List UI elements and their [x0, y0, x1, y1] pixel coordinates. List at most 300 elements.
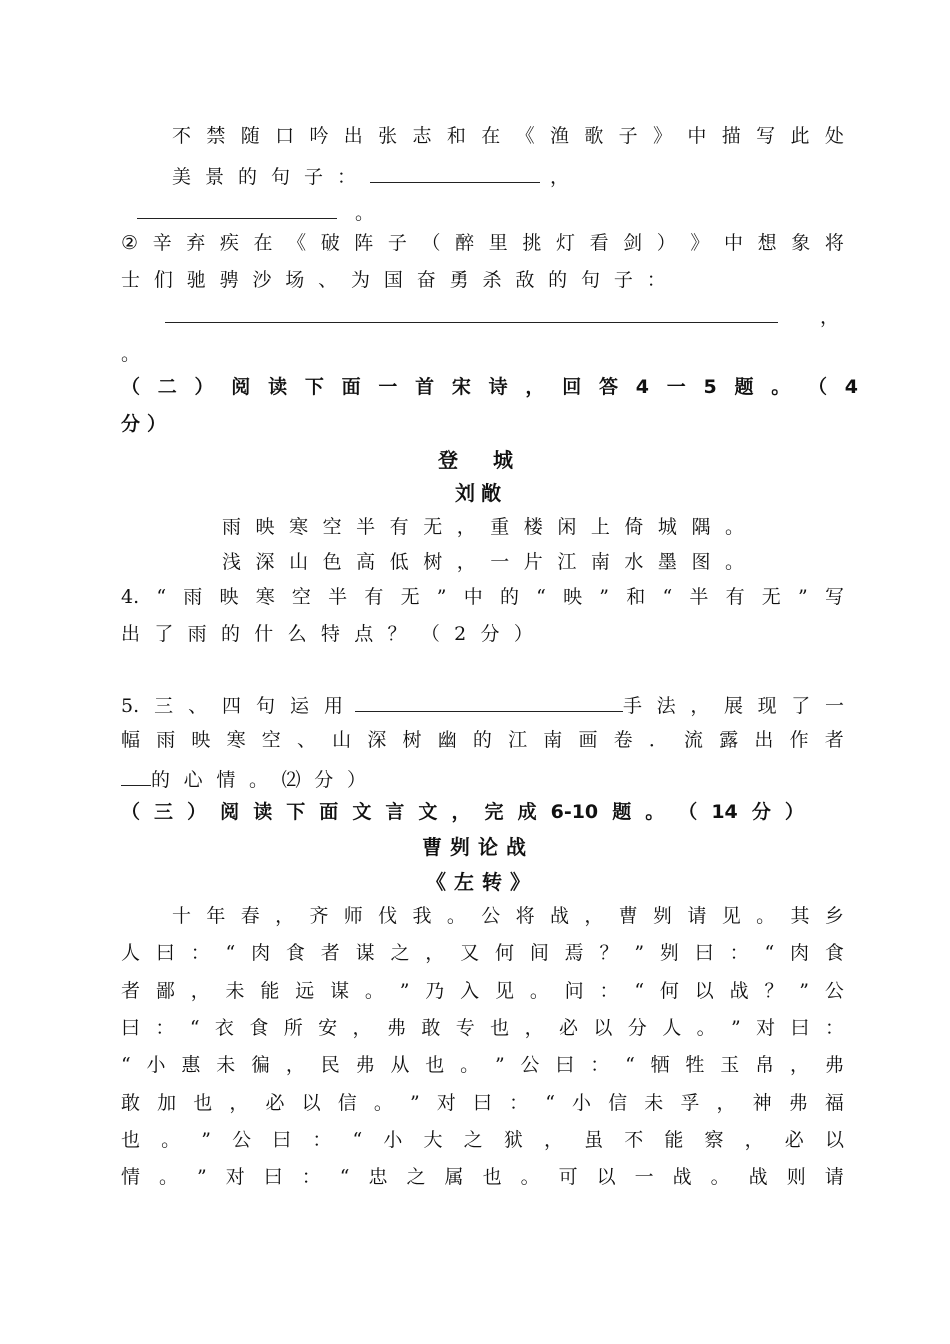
- glyph: 能: [664, 1129, 684, 1151]
- q5-line-3-text: [151, 768, 366, 792]
- glyph: 分: [314, 769, 334, 791]
- glyph: “: [625, 1054, 635, 1076]
- glyph: 。: [373, 1092, 393, 1114]
- glyph: 大: [423, 1129, 443, 1151]
- glyph: 忠: [368, 1166, 388, 1188]
- glyph: 映: [191, 729, 211, 751]
- glyph: 。: [460, 1054, 480, 1076]
- glyph: 专: [455, 1017, 475, 1039]
- glyph: 鄙: [155, 980, 175, 1002]
- q5-line-2: [121, 728, 844, 752]
- glyph: 描: [721, 125, 741, 147]
- glyph: 为: [351, 269, 371, 291]
- glyph: ”: [731, 1017, 741, 1039]
- glyph: 文: [418, 801, 438, 823]
- glyph: 信: [337, 1092, 357, 1114]
- glyph: ？: [599, 942, 619, 964]
- glyph: 请: [824, 1166, 844, 1188]
- text-line-3: [121, 979, 844, 1003]
- glyph: 沙: [252, 269, 272, 291]
- glyph: 出: [754, 729, 774, 751]
- glyph: 敌: [515, 269, 535, 291]
- glyph: 图: [691, 551, 711, 573]
- glyph: ”: [599, 586, 610, 608]
- glyph: 醉: [455, 232, 475, 254]
- glyph: 有: [389, 516, 409, 538]
- glyph: 帛: [755, 1054, 775, 1076]
- glyph: 14: [711, 801, 738, 823]
- glyph: 也: [490, 1017, 510, 1039]
- glyph: 们: [153, 269, 173, 291]
- glyph: 肉: [251, 942, 271, 964]
- section-2-heading: [121, 375, 858, 399]
- glyph: 映: [563, 586, 583, 608]
- glyph: （: [421, 232, 441, 254]
- glyph: ）: [187, 801, 207, 823]
- glyph: 展: [723, 695, 743, 717]
- glyph: 志: [412, 125, 432, 147]
- glyph: 象: [791, 232, 811, 254]
- glyph: 国: [383, 269, 403, 291]
- glyph: 一: [666, 376, 686, 398]
- glyph: 对: [436, 1092, 456, 1114]
- glyph: 、: [318, 269, 338, 291]
- glyph: 敢: [121, 1092, 141, 1114]
- glyph: 隅: [691, 516, 711, 538]
- glyph: 曰: [555, 1054, 575, 1076]
- glyph: 子: [618, 125, 638, 147]
- glyph: 必: [558, 1017, 578, 1039]
- glyph: “: [156, 586, 167, 608]
- glyph: ”: [436, 586, 447, 608]
- glyph: 战: [748, 1166, 768, 1188]
- glyph: ”: [798, 586, 808, 608]
- glyph: 焉: [564, 942, 584, 964]
- glyph: 的: [220, 623, 240, 645]
- glyph: 春: [240, 905, 260, 927]
- answer-blank[interactable]: [121, 765, 151, 786]
- glyph: 也: [193, 1092, 213, 1114]
- glyph: ，: [190, 980, 210, 1002]
- glyph: ）: [656, 232, 676, 254]
- glyph: 之: [406, 1166, 426, 1188]
- glyph: 。: [771, 376, 791, 398]
- glyph: 此: [790, 125, 810, 147]
- glyph: 句: [256, 695, 276, 717]
- glyph: 中: [724, 232, 744, 254]
- glyph: 加: [157, 1092, 177, 1114]
- glyph: ”: [399, 980, 410, 1002]
- glyph: 二: [157, 376, 177, 398]
- glyph: ：: [824, 1017, 844, 1039]
- glyph: 江: [557, 551, 577, 573]
- glyph: 子: [613, 269, 633, 291]
- glyph: 想: [757, 232, 777, 254]
- glyph: “: [339, 1166, 350, 1188]
- glyph: 分: [627, 1017, 647, 1039]
- glyph: 树: [423, 551, 443, 573]
- glyph: 师: [343, 905, 363, 927]
- glyph: 以: [824, 1129, 844, 1151]
- text-line-2: [121, 941, 844, 965]
- glyph: ，: [456, 516, 476, 538]
- glyph: 《: [515, 125, 535, 147]
- glyph: 不: [624, 1129, 644, 1151]
- glyph: 半: [328, 586, 348, 608]
- glyph: 何: [659, 980, 679, 1002]
- glyph: 曰: [694, 942, 714, 964]
- glyph: 成: [517, 801, 537, 823]
- glyph: 吟: [309, 125, 329, 147]
- glyph: 者: [320, 942, 340, 964]
- glyph: ”: [201, 1129, 211, 1151]
- q4-line-2: [121, 622, 533, 646]
- glyph: ）: [146, 413, 166, 435]
- glyph: 。: [756, 905, 776, 927]
- glyph: 寒: [255, 586, 275, 608]
- glyph: 人: [121, 942, 141, 964]
- text-line-4: [121, 1016, 844, 1040]
- glyph: ．: [648, 729, 668, 751]
- glyph: 城: [657, 516, 677, 538]
- glyph: 。: [724, 551, 744, 573]
- q3-line-2: [172, 162, 569, 189]
- glyph: 牲: [685, 1054, 705, 1076]
- answer-blank[interactable]: [137, 198, 337, 219]
- answer-blank-long[interactable]: [165, 322, 778, 323]
- glyph: 情: [216, 769, 236, 791]
- glyph: 。: [159, 1166, 179, 1188]
- glyph: 不: [172, 125, 192, 147]
- glyph: ，: [543, 1129, 563, 1151]
- glyph: 将: [824, 232, 844, 254]
- glyph: 了: [154, 623, 174, 645]
- q5-line-3: [121, 765, 366, 792]
- glyph: 色: [322, 551, 342, 573]
- glyph: 映: [219, 586, 239, 608]
- glyph: ）: [194, 376, 214, 398]
- glyph: 必: [265, 1092, 285, 1114]
- glyph: ：: [509, 1092, 529, 1114]
- glyph: 曰: [263, 1166, 283, 1188]
- glyph: 。: [710, 1166, 730, 1188]
- glyph: ）: [784, 801, 804, 823]
- glyph: 有: [364, 586, 384, 608]
- glyph: 。: [446, 905, 466, 927]
- answer-blank[interactable]: [355, 691, 623, 712]
- glyph: 战: [549, 905, 569, 927]
- glyph: 的: [472, 729, 492, 751]
- glyph: 曰: [790, 1017, 810, 1039]
- glyph: 则: [786, 1166, 806, 1188]
- glyph: ？: [764, 980, 784, 1002]
- glyph: 幅: [121, 729, 141, 751]
- glyph: ：: [590, 1054, 610, 1076]
- glyph: 曰: [472, 1092, 492, 1114]
- text-line-5: [121, 1053, 844, 1077]
- glyph: 谋: [355, 942, 375, 964]
- glyph: 树: [402, 729, 422, 751]
- glyph: 山: [332, 729, 352, 751]
- glyph: 、: [296, 729, 316, 751]
- glyph: 食: [824, 942, 844, 964]
- glyph: 出: [121, 623, 141, 645]
- glyph: 人: [662, 1017, 682, 1039]
- glyph: 。: [364, 980, 384, 1002]
- glyph: 空: [291, 586, 311, 608]
- q4-line-1: [121, 585, 844, 609]
- glyph: 现: [757, 695, 777, 717]
- glyph: ）: [346, 769, 366, 791]
- glyph: 驰: [186, 269, 206, 291]
- glyph: ，: [690, 695, 710, 717]
- q3-line-2-end: ，: [550, 166, 570, 188]
- glyph: ，: [275, 905, 295, 927]
- glyph: 浅: [222, 551, 242, 573]
- glyph: 句: [581, 269, 601, 291]
- glyph: 公: [520, 1054, 540, 1076]
- poem-line-2: [222, 550, 744, 574]
- glyph: 的: [151, 769, 171, 791]
- glyph: 随: [240, 125, 260, 147]
- glyph: 山: [289, 551, 309, 573]
- glyph: 一: [378, 376, 398, 398]
- glyph: 何: [494, 942, 514, 964]
- glyph: ：: [301, 1166, 321, 1188]
- glyph: 宋: [451, 376, 471, 398]
- glyph: 之: [390, 942, 410, 964]
- glyph: 公: [232, 1129, 252, 1151]
- glyph: 衣: [214, 1017, 234, 1039]
- glyph: （: [121, 376, 141, 398]
- glyph: ⑵: [281, 769, 301, 791]
- glyph: 题: [734, 376, 754, 398]
- glyph: 歌: [584, 125, 604, 147]
- glyph: 南: [590, 551, 610, 573]
- glyph: 深: [255, 551, 275, 573]
- glyph: 食: [285, 942, 305, 964]
- glyph: （: [121, 801, 141, 823]
- glyph: 齐: [309, 905, 329, 927]
- glyph: 公: [824, 980, 844, 1002]
- glyph: 。: [161, 1129, 181, 1151]
- glyph: “: [189, 1017, 200, 1039]
- glyph: 用: [323, 695, 343, 717]
- glyph: 高: [356, 551, 376, 573]
- glyph: 里: [488, 232, 508, 254]
- glyph: 所: [283, 1017, 303, 1039]
- glyph: 神: [752, 1092, 772, 1114]
- glyph: 作: [789, 729, 809, 751]
- glyph: ：: [646, 269, 666, 291]
- glyph: 曹: [618, 905, 638, 927]
- glyph: 民: [320, 1054, 340, 1076]
- glyph: 伐: [378, 905, 398, 927]
- glyph: 雨: [187, 623, 207, 645]
- glyph: 渔: [549, 125, 569, 147]
- text-line-6: [121, 1091, 844, 1115]
- glyph: 江: [508, 729, 528, 751]
- glyph: 也: [425, 1054, 445, 1076]
- glyph: 》: [690, 232, 710, 254]
- glyph: 三: [154, 695, 174, 717]
- glyph: （: [420, 623, 440, 645]
- glyph: 读: [253, 801, 273, 823]
- glyph: 可: [558, 1166, 578, 1188]
- glyph: 请: [687, 905, 707, 927]
- glyph: 5: [703, 376, 717, 398]
- glyph: 战: [672, 1166, 692, 1188]
- glyph: 的: [499, 586, 519, 608]
- glyph: 特: [320, 623, 340, 645]
- glyph: 在: [481, 125, 501, 147]
- glyph: 什: [254, 623, 274, 645]
- glyph: 答: [598, 376, 618, 398]
- q3b-line-4: 。: [121, 343, 141, 365]
- glyph: 无: [423, 516, 443, 538]
- glyph: 4.: [121, 586, 140, 608]
- glyph: 小: [146, 1054, 166, 1076]
- glyph: 一: [634, 1166, 654, 1188]
- glyph: 阅: [231, 376, 251, 398]
- glyph: ，: [584, 905, 604, 927]
- glyph: 空: [261, 729, 281, 751]
- glyph: 露: [719, 729, 739, 751]
- poem-title: 登 城: [438, 448, 527, 472]
- glyph: 回: [562, 376, 582, 398]
- glyph: （: [678, 801, 698, 823]
- glyph: 、: [188, 695, 208, 717]
- glyph: 以: [596, 1166, 616, 1188]
- glyph: 也: [482, 1166, 502, 1188]
- glyph: 重: [490, 516, 510, 538]
- glyph: ，: [456, 551, 476, 573]
- text-line-7: [121, 1128, 844, 1152]
- glyph: 者: [121, 980, 141, 1002]
- glyph: 又: [460, 942, 480, 964]
- glyph: 士: [121, 269, 141, 291]
- glyph: 灯: [555, 232, 575, 254]
- glyph: 。: [696, 1017, 716, 1039]
- glyph: 《: [287, 232, 307, 254]
- glyph: ”: [494, 1054, 505, 1076]
- glyph: 年: [206, 905, 226, 927]
- glyph: 属: [444, 1166, 464, 1188]
- glyph: 牺: [650, 1054, 670, 1076]
- glyph: 虽: [584, 1129, 604, 1151]
- glyph: 雨: [156, 729, 176, 751]
- glyph: 曰: [121, 1017, 141, 1039]
- glyph: 心: [183, 769, 203, 791]
- q3-line-3: [137, 198, 374, 225]
- q5-line-1: [121, 691, 844, 718]
- glyph: 半: [689, 586, 709, 608]
- glyph: 写: [824, 586, 844, 608]
- glyph: 小: [383, 1129, 403, 1151]
- glyph: 谋: [330, 980, 350, 1002]
- glyph: 2: [454, 623, 467, 645]
- q3-line-1: [172, 124, 844, 148]
- glyph: 信: [608, 1092, 628, 1114]
- text-line-8: [121, 1165, 844, 1189]
- glyph: 水: [624, 551, 644, 573]
- glyph: 弗: [355, 1054, 375, 1076]
- glyph: 阵: [354, 232, 374, 254]
- glyph: 么: [287, 623, 307, 645]
- glyph: 曰: [155, 942, 175, 964]
- glyph: 破: [320, 232, 340, 254]
- glyph: 无: [400, 586, 420, 608]
- glyph: “: [662, 586, 673, 608]
- glyph: ，: [425, 942, 445, 964]
- glyph: 肉: [789, 942, 809, 964]
- glyph: 见: [721, 905, 741, 927]
- glyph: 和: [626, 586, 646, 608]
- glyph: 以: [301, 1092, 321, 1114]
- glyph: 寒: [226, 729, 246, 751]
- glyph: 一: [824, 695, 844, 717]
- glyph: 禁: [206, 125, 226, 147]
- glyph: 挑: [522, 232, 542, 254]
- glyph: “: [352, 1129, 363, 1151]
- answer-blank[interactable]: [370, 162, 540, 183]
- glyph: 从: [390, 1054, 410, 1076]
- glyph: 对: [225, 1166, 245, 1188]
- glyph: ，: [716, 1092, 736, 1114]
- glyph: 。: [248, 769, 268, 791]
- glyph: ）: [513, 623, 533, 645]
- glyph: 小: [572, 1092, 592, 1114]
- glyph: 寒: [289, 516, 309, 538]
- text-title: 曹刿论战: [422, 835, 534, 859]
- glyph: ，: [744, 1129, 764, 1151]
- glyph: （: [807, 376, 827, 398]
- glyph: ，: [451, 801, 471, 823]
- text-source: 《左转》: [426, 870, 538, 894]
- glyph: 片: [523, 551, 543, 573]
- glyph: 场: [285, 269, 305, 291]
- glyph: 点: [354, 623, 374, 645]
- glyph: 深: [367, 729, 387, 751]
- glyph: 玉: [720, 1054, 740, 1076]
- glyph: ，: [789, 1054, 809, 1076]
- glyph: ，: [229, 1092, 249, 1114]
- glyph: 乃: [425, 980, 445, 1002]
- glyph: 曰: [272, 1129, 292, 1151]
- poem-line-1: [222, 515, 744, 539]
- section-3-heading: [121, 800, 804, 824]
- glyph: “: [121, 1054, 131, 1076]
- glyph: ：: [190, 942, 210, 964]
- glyph: 雨: [183, 586, 203, 608]
- glyph: 骋: [219, 269, 239, 291]
- glyph: “: [225, 942, 236, 964]
- glyph: 间: [529, 942, 549, 964]
- glyph: 了: [791, 695, 811, 717]
- glyph: 弗: [386, 1017, 406, 1039]
- glyph: 远: [295, 980, 315, 1002]
- glyph: 诗: [488, 376, 508, 398]
- glyph: 分: [121, 413, 141, 435]
- glyph: 面: [319, 801, 339, 823]
- glyph: 空: [322, 516, 342, 538]
- glyph: 画: [578, 729, 598, 751]
- q3b-line-3-end: ，: [820, 306, 840, 328]
- glyph: 公: [481, 905, 501, 927]
- glyph: 有: [725, 586, 745, 608]
- glyph: 刿: [653, 905, 673, 927]
- glyph: ，: [524, 1017, 544, 1039]
